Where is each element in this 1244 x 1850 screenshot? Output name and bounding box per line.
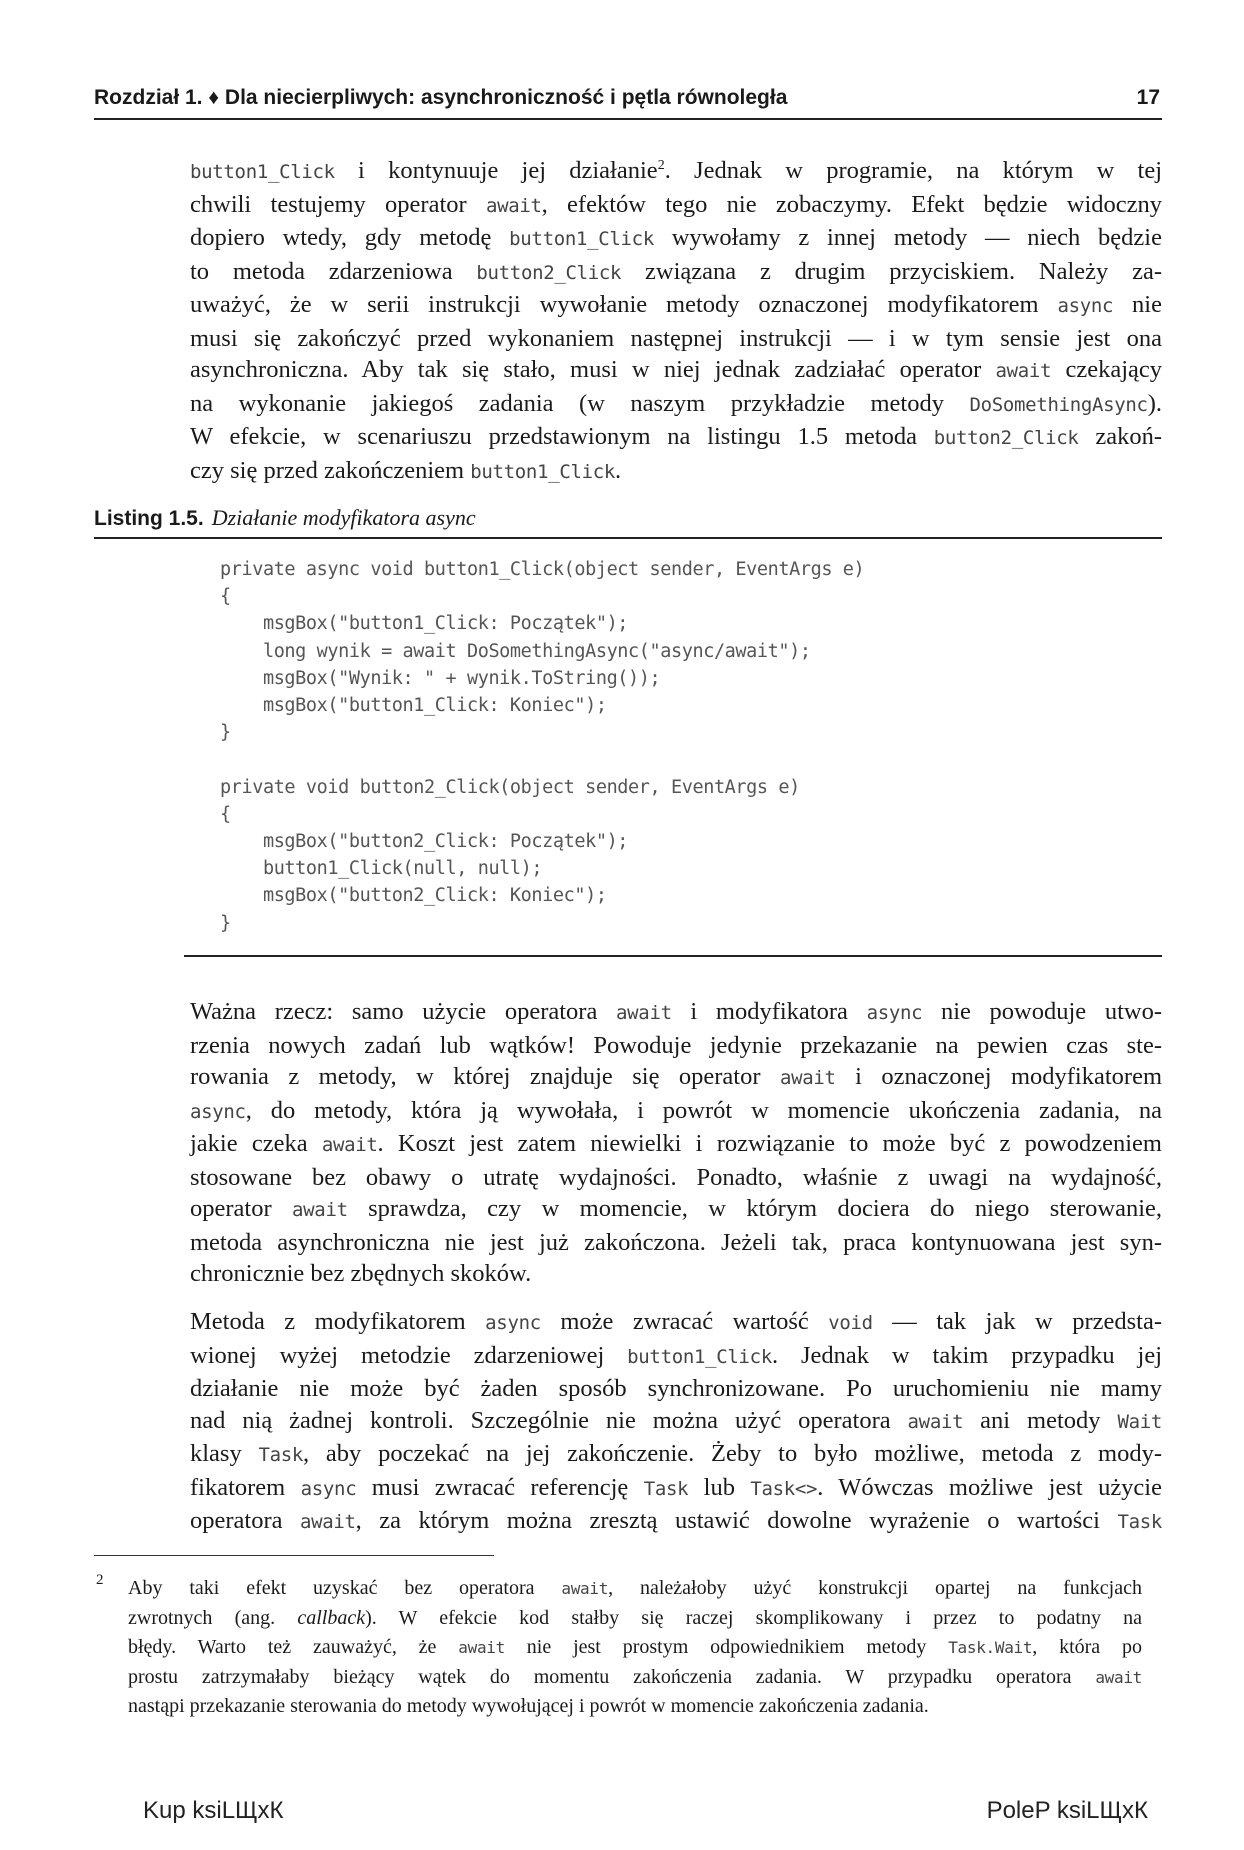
paragraph-2 <box>190 996 1162 1290</box>
code-term: async <box>190 1100 246 1123</box>
text-run: prostu zatrzymałaby bieżący wątek do momentu zakończenia zadania. W przypadku operatora <box>128 1665 1096 1688</box>
text-run: czekający <box>1051 356 1162 383</box>
code-line: msgBox("button1_Click: Koniec"); <box>220 695 607 717</box>
text-run: rzenia nowych zadań lub wątków! Powoduje jedynie przekazanie na pewien czas ste- <box>190 1031 1162 1059</box>
code-term: DoSomethingAsync <box>969 393 1148 416</box>
italic-term: callback <box>297 1606 366 1629</box>
text-line <box>190 256 1162 290</box>
text-run: klasy <box>190 1440 259 1467</box>
text-line <box>128 1574 1142 1604</box>
text-run: musi się zakończyć przed wykonaniem następnej instrukcji — i w tym sensie jest ona <box>190 324 1162 352</box>
text-run: uważyć, że w serii instrukcji wywołanie metody oznaczonej modyfikatorem <box>190 291 1058 318</box>
text-run: sprawdza, czy w momencie, w którym dociera do niego sterowanie, <box>347 1195 1162 1222</box>
text-run: i kontynuuje jej działanie <box>334 157 658 184</box>
text-run: działanie nie może być żaden sposób synchronizowane. Po uruchomieniu nie mamy <box>190 1375 1162 1402</box>
text-run: jakie czeka <box>190 1130 322 1157</box>
text-line <box>190 1472 1162 1506</box>
text-run: i modyfikatora <box>671 998 867 1025</box>
text-run: , która po <box>1032 1636 1143 1658</box>
code-line: long wynik = await DoSomethingAsync("async/await"); <box>220 640 811 662</box>
code-line: } <box>220 912 231 934</box>
text-line <box>190 1258 1162 1290</box>
footer-left-link[interactable]: Kup ksiLЩxК <box>143 1797 284 1824</box>
text-run: może zwracać wartość <box>540 1308 829 1335</box>
text-run: zwrotnych (ang. <box>128 1606 298 1629</box>
text-line <box>190 189 1162 223</box>
page-number: 17 <box>1136 86 1160 109</box>
text-run: dopiero wtedy, gdy metodę <box>190 224 510 251</box>
text-run: na wykonanie jakiegoś zadania (w naszym przykładzie metody <box>190 389 970 417</box>
text-run: . Jednak w takim przypadku jej <box>771 1341 1162 1369</box>
text-line <box>190 1162 1162 1194</box>
text-run: . Jednak w programie, na którym w tej <box>664 157 1163 184</box>
text-run: to metoda zdarzeniowa <box>190 257 477 285</box>
code-term: Task <box>258 1444 304 1466</box>
text-run: wywołamy z innej metody — niech będzie <box>653 224 1162 251</box>
text-run: operatora <box>190 1507 300 1534</box>
text-run: Aby taki efekt uzyskać bez operatora <box>128 1577 562 1599</box>
code-term: button1_Click <box>470 460 616 483</box>
code-line: msgBox("Wynik: " + wynik.ToString()); <box>220 667 661 689</box>
paragraph-3 <box>190 1306 1162 1539</box>
footnote-number: 2 <box>96 1572 104 1588</box>
code-term: Task<> <box>750 1477 818 1500</box>
text-run: nie jest prostym odpowiednikiem metody <box>504 1636 949 1658</box>
listing-label: Listing 1.5. <box>94 507 204 530</box>
code-term: await <box>485 194 542 217</box>
text-run: nad nią żadnej kontroli. Szczególnie nie można użyć operatora <box>190 1406 908 1434</box>
text-run: nastąpi przekazanie sterowania do metody wywołującej i powrót w momencie zakończenia zadania. <box>128 1695 929 1717</box>
text-line <box>190 1095 1162 1129</box>
text-run: Ważna rzecz: samo użycie operatora <box>190 998 617 1025</box>
text-run: wionej wyżej metodzie zdarzeniowej <box>190 1341 628 1369</box>
text-run: asynchroniczna. Aby tak się stało, musi w niej jednak zadziałać operator <box>190 356 996 383</box>
code-term: button1_Click <box>190 161 335 183</box>
text-run: Metoda z modyfikatorem <box>190 1308 486 1335</box>
code-term: button1_Click <box>509 228 654 250</box>
code-term: await <box>561 1579 609 1598</box>
code-line: } <box>220 722 231 744</box>
chapter-title: Rozdział 1. ♦ Dla niecierpliwych: asynchroniczność i pętla równoległa <box>94 86 788 109</box>
text-run: ). <box>1147 389 1162 417</box>
code-term: void <box>828 1312 873 1334</box>
text-run: nie <box>1113 291 1162 318</box>
text-line <box>190 455 1162 489</box>
code-term: Task <box>643 1477 689 1500</box>
text-line <box>128 1633 1142 1663</box>
code-line: private async void button1_Click(object sender, EventArgs e) <box>220 559 865 580</box>
running-header <box>94 84 1162 120</box>
code-term: Task <box>1117 1511 1162 1533</box>
text-run: chwili testujemy operator <box>190 190 486 218</box>
code-term: button2_Click <box>476 261 622 284</box>
footnote <box>128 1574 1142 1722</box>
code-term: button2_Click <box>933 427 1079 449</box>
text-line <box>190 1438 1162 1472</box>
text-line <box>128 1604 1142 1634</box>
listing-title: Działanie modyfikatora async <box>211 505 476 530</box>
code-line: { <box>220 586 231 608</box>
code-term: await <box>458 1638 505 1657</box>
code-line: msgBox("button1_Click: Początek"); <box>220 613 629 635</box>
code-line: msgBox("button2_Click: Początek"); <box>220 831 629 853</box>
footer-right-link[interactable]: PoleP ksiLЩxК <box>986 1797 1148 1824</box>
text-run: . <box>615 456 622 484</box>
listing-end-rule <box>184 955 1162 957</box>
text-run: czy się przed zakończeniem <box>190 456 471 484</box>
code-line: button1_Click(null, null); <box>220 858 543 880</box>
text-run: musi zwracać referencję <box>356 1473 644 1501</box>
text-run: chronicznie bez zbędnych skoków. <box>190 1260 532 1287</box>
text-line <box>190 222 1162 256</box>
text-run: , efektów tego nie zobaczymy. Efekt będzie widoczny <box>541 190 1162 218</box>
text-line <box>190 1030 1162 1062</box>
code-term: async <box>485 1312 541 1334</box>
text-run: . Koszt jest zatem niewielki i rozwiązanie to może być z powodzeniem <box>377 1130 1162 1157</box>
text-run: — tak jak w przedsta- <box>872 1308 1162 1335</box>
code-term: await <box>299 1511 356 1533</box>
text-run: W efekcie, w scenariuszu przedstawionym na listingu 1.5 metoda <box>190 423 934 450</box>
text-line <box>190 289 1162 323</box>
code-term: await <box>321 1134 378 1156</box>
text-line <box>190 421 1162 455</box>
text-run: , należałoby użyć konstrukcji opartej na funkcjach <box>608 1577 1142 1599</box>
text-line <box>190 354 1162 388</box>
text-run: , aby poczekać na jej zakończenie. Żeby to było możliwe, metoda z mody- <box>303 1440 1162 1467</box>
paragraph-1 <box>190 155 1162 488</box>
code-term: await <box>779 1067 836 1089</box>
text-line <box>128 1692 1142 1722</box>
text-run: . Wówczas możliwe jest użycie <box>817 1473 1162 1501</box>
text-run: ). W efekcie kod stałby się raczej skomplikowany i przez to podatny na <box>365 1606 1143 1629</box>
text-run: , za którym można zresztą ustawić dowolne wyrażenie o wartości <box>355 1507 1118 1534</box>
text-run: zakoń- <box>1078 423 1162 450</box>
text-run: rowania z metody, w której znajduje się operator <box>190 1063 780 1090</box>
text-line <box>190 1061 1162 1095</box>
code-term: async <box>1057 295 1114 317</box>
text-run: stosowane bez obawy o utratę wydajności. Ponadto, właśnie z uwagi na wydajność, <box>190 1163 1162 1191</box>
code-line: private void button2_Click(object sender, EventArgs e) <box>220 776 800 798</box>
footnote-rule <box>94 1555 494 1556</box>
code-term: await <box>616 1002 672 1024</box>
text-line <box>190 388 1162 422</box>
text-line <box>190 1340 1162 1374</box>
code-term: button1_Click <box>627 1345 772 1368</box>
text-line <box>190 1373 1162 1405</box>
code-line: { <box>220 803 231 825</box>
text-run: błędy. Warto też zauważyć, że <box>128 1636 459 1658</box>
text-line <box>190 996 1162 1030</box>
text-line <box>190 155 1162 189</box>
text-line <box>190 1193 1162 1227</box>
text-line <box>190 1306 1162 1340</box>
code-term: async <box>866 1002 923 1024</box>
text-run: związana z drugim przyciskiem. Należy za- <box>621 257 1162 285</box>
text-run: i oznaczonej modyfikatorem <box>835 1063 1163 1090</box>
text-line <box>128 1663 1142 1693</box>
code-term: await <box>292 1199 348 1221</box>
text-line <box>190 323 1162 355</box>
code-term: Wait <box>1117 1410 1162 1433</box>
code-term: await <box>1095 1667 1142 1687</box>
footnote-ref: 2 <box>657 157 665 173</box>
text-run: ani metody <box>963 1406 1118 1434</box>
text-line <box>190 1227 1162 1259</box>
text-line <box>190 1505 1162 1539</box>
text-run: fikatorem <box>190 1473 301 1501</box>
code-term: async <box>300 1477 357 1500</box>
text-run: operator <box>190 1195 293 1222</box>
text-line <box>190 1128 1162 1162</box>
text-line <box>190 1405 1162 1439</box>
code-listing <box>220 556 864 937</box>
text-run: metoda asynchroniczna nie jest już zakończona. Jeżeli tak, praca kontynuowana jest syn- <box>190 1228 1162 1256</box>
code-term: Task.Wait <box>948 1638 1033 1657</box>
code-term: await <box>995 360 1052 382</box>
code-term: await <box>907 1410 964 1433</box>
text-run: lub <box>688 1473 751 1501</box>
code-line: msgBox("button2_Click: Koniec"); <box>220 885 607 907</box>
text-run: nie powoduje utwo- <box>922 998 1163 1025</box>
text-run: , do metody, która ją wywołała, i powrót w momencie ukończenia zadania, na <box>245 1096 1162 1124</box>
listing-caption <box>94 505 1162 539</box>
